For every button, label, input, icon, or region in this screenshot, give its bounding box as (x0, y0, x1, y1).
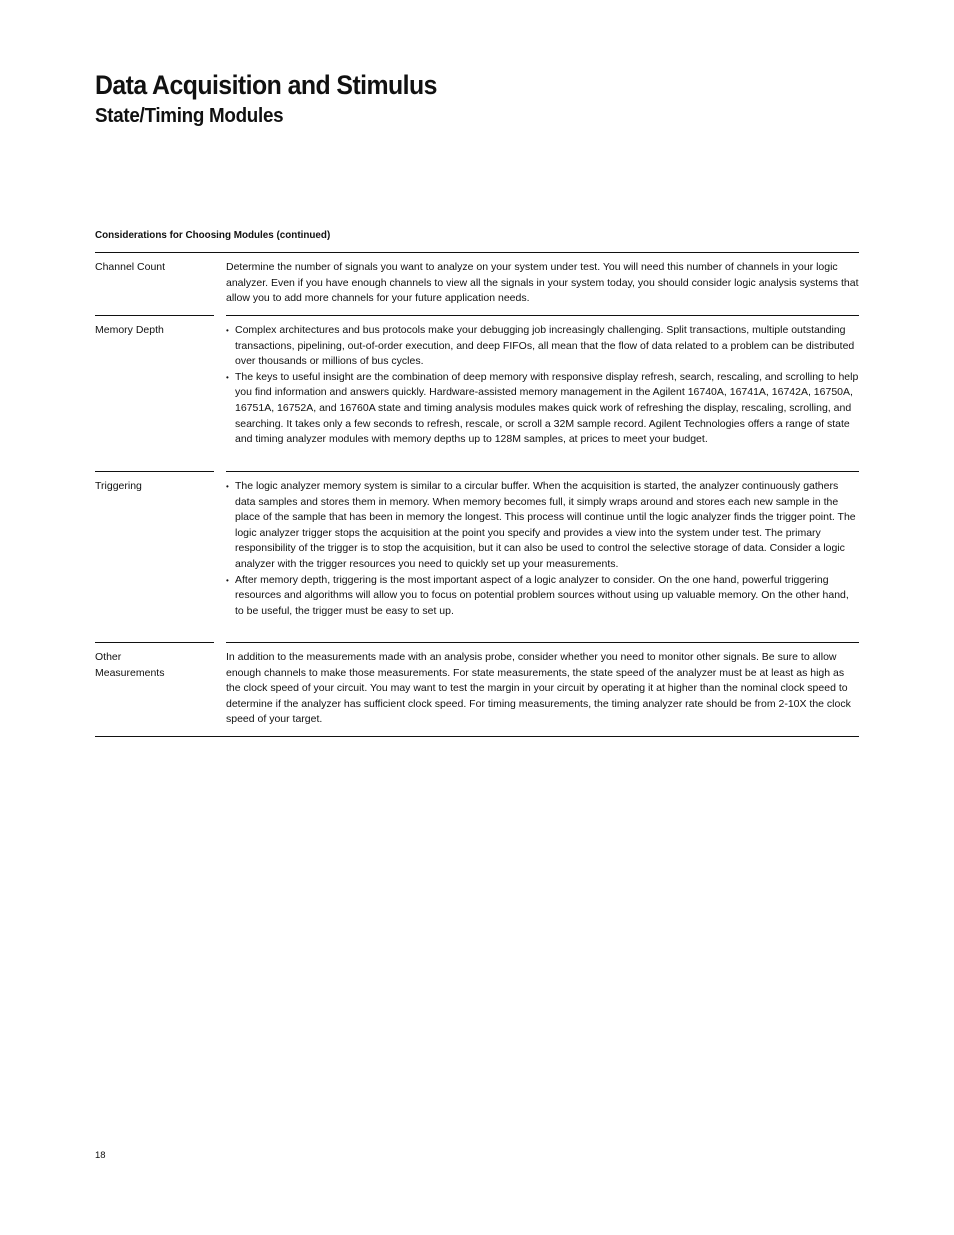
bullet-item: • After memory depth, triggering is the most important aspect of a logic analyzer to consider. On the one hand, powerful triggering resources and algorithms will allow you to focus on potential problem sources without using up valuable memory. On the other hand, to be useful, the trigger must be easy to set up. (226, 573, 859, 620)
row-description (226, 472, 859, 642)
table-row-triggering (95, 472, 859, 643)
row-description (226, 253, 859, 315)
table-row-memory-depth (95, 316, 859, 472)
row-label: Channel Count (95, 261, 166, 273)
page-title: Data Acquisition and Stimulus (95, 70, 437, 100)
bullet-list (226, 323, 859, 448)
bullet-item: • The keys to useful insight are the combination of deep memory with responsive display refresh, search, rescaling, and scrolling to help you find information and answers quickly. Hardware-assisted memory management in the Agilent 16740A, 16741A, 16742A, 16750A, 16751A, 16752A, and 16760A state and timing analysis modules makes quick work of refreshing the display, rescaling, scrolling, and searching. It takes only a few seconds to refresh, rescale, or scroll a 32M sample record. Agilent Technologies offers a range of state and timing analyzer modules with memory depths up to 128M samples, at prices to meet your budget. (226, 370, 859, 448)
table-caption: Considerations for Choosing Modules (continued) (95, 229, 331, 241)
row-label: Memory Depth (95, 324, 164, 336)
bullet-item: • The logic analyzer memory system is similar to a circular buffer. When the acquisition is started, the analyzer continuously gathers data samples and stores them in memory. When memory becomes full, it simply wraps around and stores each new sample in the place of the sample that has been in memory the longest. This process will continue until the logic analyzer finds the trigger point. The logic analyzer trigger stops the acquisition at the point you specify and provides a view into the system under test. The primary responsibility of the trigger is to stop the acquisition, but it can also be used to control the selective storage of data. Consider a logic analyzer with the trigger resources you need to quickly set up your measurements. (226, 479, 859, 573)
page-number: 18 (95, 1150, 106, 1161)
bullet-list (226, 479, 859, 619)
page-subtitle: State/Timing Modules (95, 105, 284, 127)
table-row-channel-count (95, 253, 859, 316)
bullet-item: • Complex architectures and bus protocols make your debugging job increasingly challenging. Split transactions, multiple outstanding transactions, pipelining, out-of-order execution, and deep FIFOs, all mean that the flow of data related to a problem can be distributed over thousands or millions of bus cycles. (226, 323, 859, 370)
row-label: Other Measurements (95, 651, 165, 679)
row-description (226, 643, 859, 736)
description-text: In addition to the measurements made with an analysis probe, consider whether you need to monitor other signals. Be sure to allow enough channels to make those measurements. For state measurements, the state speed of the analyzer must be at least as high as the clock speed of your circuit. You may want to test the margin in your circuit by operating it at higher than the nominal clock speed to determine if the analyzer has sufficient clock speed. For timing measurements, the timing analyzer rate should be from 2-10X the clock speed of your target. (226, 651, 851, 726)
table-row-other-measurements (95, 643, 859, 737)
row-label: Triggering (95, 480, 142, 492)
description-text: Determine the number of signals you want to analyze on your system under test. You will need this number of channels in your logic analyzer. Even if you have enough channels to view all the signals in your system today, you should consider logic analysis systems that allow you to add more channels for your future application needs. (226, 261, 859, 305)
row-description (226, 316, 859, 471)
considerations-table (95, 252, 859, 737)
